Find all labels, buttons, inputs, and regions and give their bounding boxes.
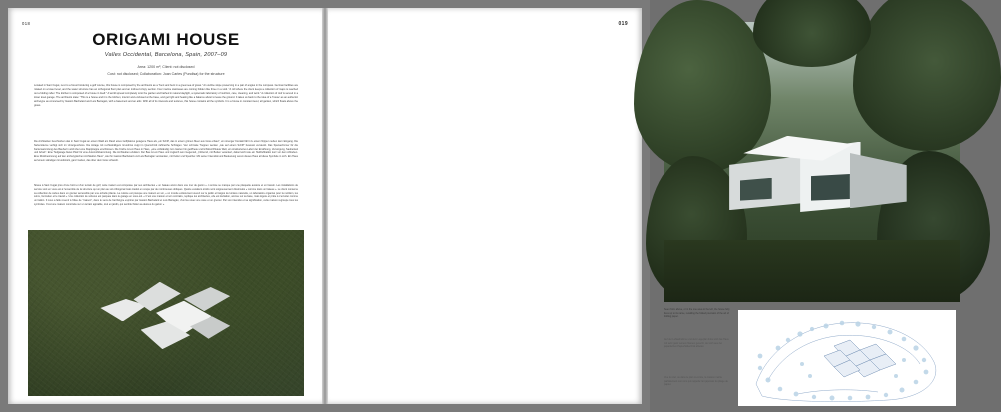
house-facade-plane (850, 153, 907, 208)
body-text-german: Die Architekten beschreiben das in Sant Cugat an einem Wald am Rand eines Golfplatzes gelegene Haus als „ein Schiff, das in einem grünen Meer aus Gras erbaut", ein strenger Kontakt fährt zu einem Nippen neben dem Eingang. Die Nebenräume verfügt sich im Untergeschoss. Die Anlage mit rechtwinkligem Grundriss zeigt im Querschnitt zahlreiche Schrägen. Vier schmale Treppen werden „wie auf einem Schiff" bewusst versteckt. Das Speisezimmer für die Kartensammlung des Bauherrn wird über eine Klapptreppe erschlossen. Die Küche ist ein Haus in Haus, „eine vollständig zum Garten hin geöffnete und lichtdurchflutete Welt, ein strukturiertes Labor der Ernährung, Versorgung, Sauberkeit und Arbeit". Eine Tiefgarage bietet Platz für eine Automobilsammlung. Die Architekten erklären: Der Bau ist ein Haus und zugleich sein Gegenteil, „hölzernd, mit Boden verankert, dabei leicht wie ein Heißluftballon kurz vor dem Abheben. Eine Rückbesinnung auf den archetypischen Architektur-Haus", wie ihn Gaston Bachelard und Luis Barragán verstanden, mit Keller und Speicher. Mit seiner Intensität und Bedeutung verein dieses Haus all diese Symbole in sich. Ein Haus auf einem ständigen Grundstück, ganz Garten, das über dem Gras schwebt. (34, 140, 298, 162)
house-window (740, 178, 772, 201)
caption-english: Seen from above, or in the one area to the left, the house fully lives up to its name, recalling the folded precision of the art of folding paper. (664, 308, 730, 319)
left-page (8, 8, 324, 404)
site-plan-drawing (738, 310, 956, 406)
book-gutter (322, 8, 328, 404)
page-subtitle: Valles Occidental, Barcelona, Spain, 2007–09 (104, 52, 228, 58)
caption-german: Auf der Luftaufnahme und dem Lageplan links wird das Haus mit sehr ganz seinem Namen gerecht, der sich aus der japanischen Papierfalttechnik ableitet. (664, 338, 729, 349)
credit-cost: Cost: not disclosed; Collaboration: Joan Carles (Pundisa) for the structure (107, 72, 225, 76)
page-title: ORIGAMI HOUSE (92, 30, 240, 49)
hero-photo (664, 22, 960, 302)
house-volume (729, 134, 907, 229)
lawn-foreground (664, 240, 960, 302)
caption-french: Vue du ciel, ou dans le plan ci-contre, la maison mérite parfaitement son nom qui rappelle l'art japonais du pliage de papier. (664, 376, 728, 387)
folio-right: 019 (618, 21, 628, 27)
folio-left: 018 (22, 21, 31, 26)
site-plan (738, 310, 956, 406)
body-text-french: Située à Sant Cugat près d'une forêt et d'un terrain de golf, cette maison est composée par ses architectes « un bateau ancré dans une mer de gazon ». L'entrée se marque par une plaquette austère et un bassin. Les installations de service sont en vous est à l'ensemble de la structure qui un plan au sol orthogonal mais traduit en coupe par de nombreuses obliques. Quatre escaliers étroits sont soigneusement dissimulés « comme dans un bateau ». Le client conserve sa collection de cartes dans un grenier accessible par une échelle pliante. La cuisine est presque une maison en soi, « un monde entièrement ouvert sur le jardin et baigné de lumière naturelle, un laboratoire organisé pour la nutrition, les soins, l'entretien et le travail ». Une collection de voitures est parquée dans le garage en sous-sol. « C'est une maison et son contraire, replique les architectes, elle est lévitation, ancrée sur sa base, mais légère et prête à s'envoler comme un ballon. Il nous a fallu revenir à l'idée de "maison", dans le sens de l'archétype exprimé par Gaston Bachelard et Luis Barragán, d'un lieu avec une cave et un grenier. Par son intensité et sa signification, cette maison regroupe tous les symboles. C'est une maison construite sur un terrain agréable, tout en jardin, qui semble flotter au-dessus du gazon ». (34, 184, 298, 206)
body-text-english: Located in Sant Cugat, next to a forest bordering a golf course, this house is composed by the architects as a "bent and bent in a great sea of grass." An outline slope preserving in a pair of angles in the compass. German facilities are rotated on a lower level, and the water structure has an orthogonal floor plan and an inclined crispy section. Four marine staircases are coming hidden like three in a void. "A roll where the client keeps a collection of maps is reached out a folding rafter. The kitchen is composed of a house in itself." A world spread completely onto the garden and bathed in natural daylight, a systematic laboratory of nutrition, care, cleaning, and work." A collection of roof is served in a lower level garage. The architects state: "This is a house and it is the kitchen, interior and enclosed at the base, and get light and heating like a balance about to leave the ground. It takes us back to the idea of a 'house' as an authentic archetype as conceived by Gaston Bachelard and Luis Barragán, with a basement and an attic. With all of its interests and textures, this house contains all the symbols. It is a house in constant level, all garden, which floats above the grass. (34, 84, 298, 107)
roof-cluster (94, 273, 249, 359)
right-page (326, 8, 730, 404)
house-window (811, 174, 850, 201)
tree-foliage (853, 0, 1001, 151)
credit-area: Area: 1200 m²; Client: not disclosed (137, 65, 195, 69)
aerial-photo (28, 230, 304, 396)
